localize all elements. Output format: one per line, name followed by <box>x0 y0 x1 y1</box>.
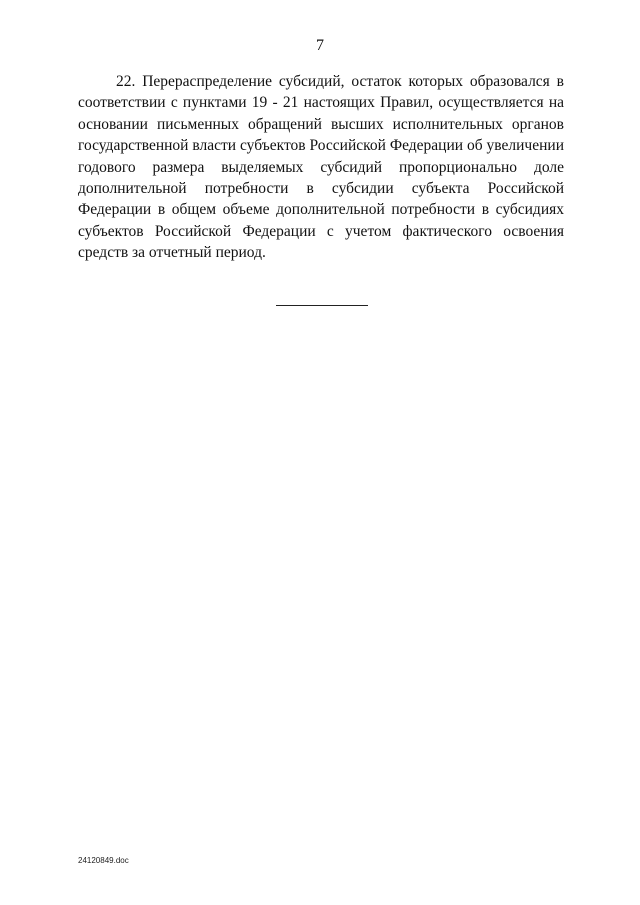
body-paragraph-22: 22. Перераспределение субсидий, остаток которых образовался в соответствии с пунктами 19 - 21 настоящих Правил, осуществляется на основании письменных обращений высших исполнительных органов государственной власти субъектов Российской Федерации об увеличении годового размера выделяемых субсидий пропорционально доле дополнительной потребности в субсидии субъекта Российской Федерации в общем объеме дополнительной потребности в субсидиях субъектов Российской Федерации с учетом фактического освоения средств за отчетный период. <box>78 73 564 262</box>
page-number: 7 <box>316 37 324 54</box>
footer-file-name: 24120849.doc <box>78 856 129 865</box>
end-separator-line <box>276 305 368 306</box>
